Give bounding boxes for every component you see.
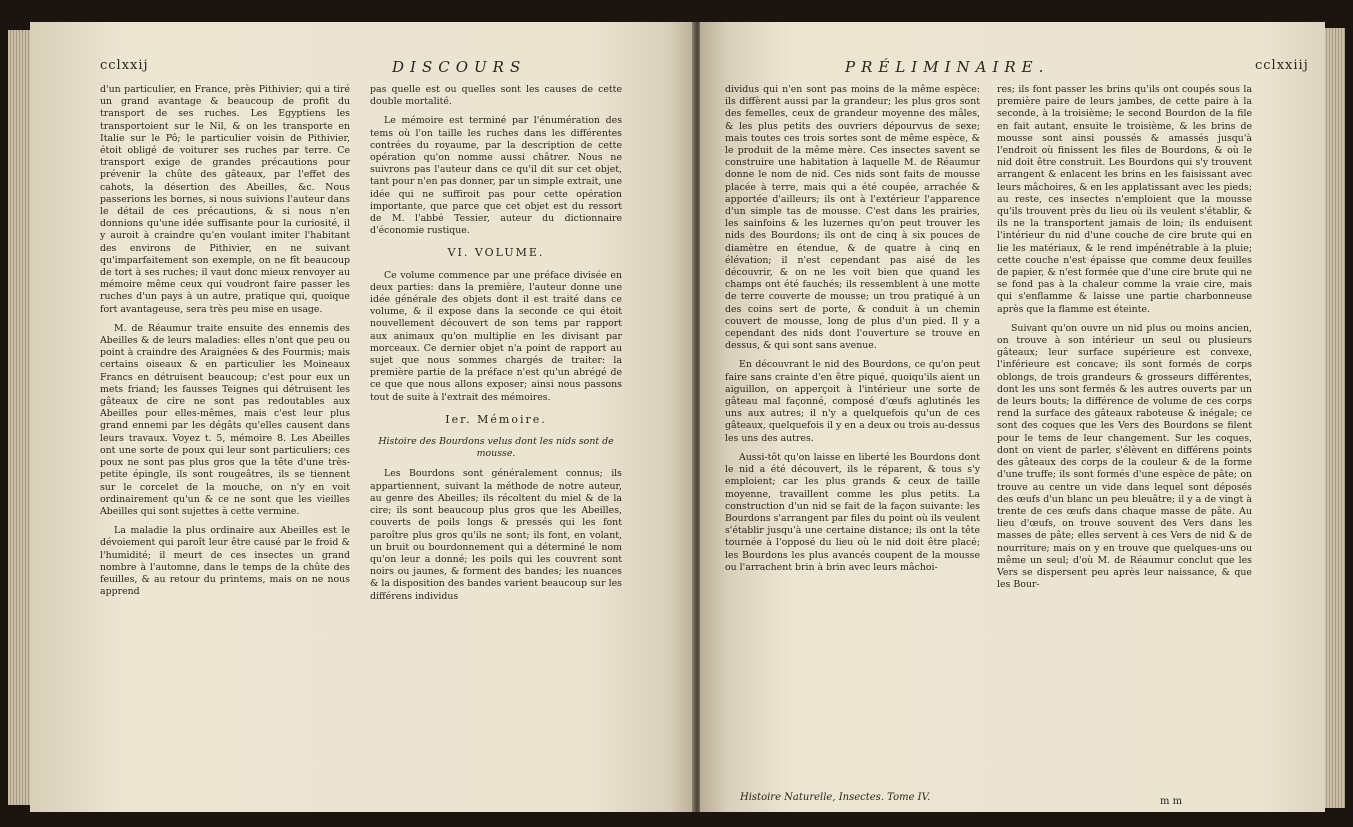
right-column-2 — [997, 84, 1252, 598]
right-page-number: cclxxiij — [1255, 58, 1309, 73]
paragraph: En découvrant le nid des Bourdons, ce qu'on peut faire sans crainte d'en être piqué, quoiqu'ils aient un aiguillon, on apperçoit à l'intérieur une sorte de gâteau mal façonné, composé d'œufs aglutinés les uns aux autres; il n'y a quelquefois qu'un de ces gâteaux, quelquefois il y en a deux ou trois au-dessus les uns des autres. — [725, 359, 980, 444]
signature-mark: m m — [1160, 796, 1183, 807]
paragraph: M. de Réaumur traite ensuite des ennemis des Abeilles & de leurs maladies: elles n'ont que peu ou point à craindre des Araignées & des Fourmis; mais certains oiseaux & en particulier les Moineaux Francs en détruisent beaucoup; c'est pour eux un mets friand; les fausses Teignes qui détruisent les gâteaux de cire ne sont pas redoutables aux Abeilles pour elles-mêmes, mais c'est leur plus grand ennemi par les dégâts qu'elles causent dans leurs travaux. Voyez t. 5, mémoire 8. Les Abeilles ont une sorte de poux qui leur sont particuliers; ces poux ne sont pas plus gros que la tête d'une très-petite épingle, ils sont rougeâtres, ils se tiennent sur le corcelet de la mouche, on n'y en voit ordinairement qu'un & ce ne sont que les vieilles Abeilles qui sont sujettes à cette vermine. — [100, 322, 350, 517]
paragraph: res; ils font passer les brins qu'ils ont coupés sous la première paire de leurs jambes, de cette paire à la seconde, à la troisième; le second Bourdon de la file en fait autant, ensuite le troisième, & les brins de mousse sont ainsi poussés & amassés jusqu'à l'endroit où finissent les files de Bourdons, & où le nid doit être construit. Les Bourdons qui s'y trouvent arrangent & enlacent les brins en les faisissant avec leurs mâchoires, & en les applatissant avec les pieds; au reste, ces insectes n'emploient que la mousse qu'ils trouvent près du lieu où ils veulent s'établir, & ils ne la transportent jamais de loin; ils enduisent l'intérieur du nid d'une couche de cire brute qui en lie les matériaux, & le rend impénétrable à la pluie; cette couche n'est épaisse que comme deux feuilles de papier, & n'est formée que d'une cire brute qui ne se fond pas à la chaleur comme la vraie cire, mais qui s'enflamme & laisse une partie charbonneuse après que la flamme est éteinte. — [997, 84, 1252, 315]
paragraph: Suivant qu'on ouvre un nid plus ou moins ancien, on trouve à son intérieur un seul ou plusieurs gâteaux; leur surface supérieure est convexe, l'inférieure est concave; ils sont formés de corps oblongs, de trois grandeurs & grosseurs différentes, dont les uns sont fermés & les autres ouverts par un de leurs bouts; la différence de volume de ces corps rend la surface des gâteaux raboteuse & inégale; ce sont des coques que les Vers des Bourdons se filent pour le tems de leur changement. Sur les coques, dont on vient de parler, s'élèvent en différens points des gâteaux des corps de la couleur & de la forme d'une truffe; ils sont formés d'une espèce de pâte; on trouve au centre un vide dans lequel sont déposés des œufs d'un blanc un peu bleuâtre; il y a de vingt à trente de ces œufs dans chaque masse de pâte. Au lieu d'œufs, on trouve souvent des Vers dans les masses de pâte; elles servent à ces Vers de nid & de nourriture; mais on y en trouve que quelques-uns ou même un seul; d'où M. de Réaumur conclut que les Vers se dispersent peu après leur naissance, & que les Bour- — [997, 322, 1252, 591]
left-page-number: cclxxij — [100, 58, 149, 73]
right-page — [700, 22, 1325, 812]
right-column-1 — [725, 84, 980, 581]
paragraph: Aussi-tôt qu'on laisse en liberté les Bourdons dont le nid a été découvert, ils le réparent, & tous s'y emploient; car les plus grands & ceux de taille moyenne, travaillent comme les plus petits. La construction d'un nid se fait de la façon suivante: les Bourdons s'arrangent par files du point où ils veulent s'établir jusqu'à une certaine distance; ils ont la tête tournée à l'opposé du lieu où le nid doit être placé; les Bourdons les plus avancés coupent de la mousse ou l'arrachent brin à brin avec leurs mâchoi- — [725, 451, 980, 573]
left-page-edges — [8, 30, 32, 805]
section-heading: VI. VOLUME. — [447, 246, 545, 260]
paragraph: La maladie la plus ordinaire aux Abeilles est le dévoiement qui paroît leur être causé par le froid & l'humidité; il meurt de ces insectes un grand nombre à l'automne, dans le temps de la chûte des feuilles, & au retour du printems, mais on ne nous apprend — [100, 525, 350, 598]
memoire-heading: Ier. Mémoire. — [445, 412, 547, 426]
left-column-2 — [370, 84, 622, 610]
paragraph: Le mémoire est terminé par l'énumération des tems où l'on taille les ruches dans les différentes contrées du royaume, par la description de cette opération qu'on nomme aussi châtrer. Nous ne suivrons pas l'auteur dans ce qu'il dit sur cet objet, tant pour n'en pas donner, par un simple extrait, une idée qui ne suffiroit pas pour cette opération importante, que parce que cet objet est du ressort de M. l'abbé Tessier, auteur du dictionnaire d'économie rustique. — [370, 115, 622, 237]
paragraph: d'un particulier, en France, près Pithivier; qui a tiré un grand avantage & beaucoup de profit du transport de ses ruches. Les Egyptiens les transportoient sur le Nil, & on les transporte en Italie sur le Pô; le particulier voisin de Pithivier, étoit obligé de voiturer ses ruches par terre. Ce transport exige de grandes précautions pour prévenir la chûte des gâteaux, par l'effet des cahots, la désertion des Abeilles, &c. Nous passerions les bornes, si nous suivions l'auteur dans le détail de ces précautions, & si nous n'en donnions qu'une idée suffisante pour la curiosité, il y auroit à craindre qu'en voulant imiter l'habitant des environs de Pithivier, en ne suivant qu'imparfaitement son exemple, on ne fît beaucoup de tort à ses ruches; il vaut donc mieux renvoyer au mémoire même ceux qui voudront faire passer les ruches d'un pays à un autre, pratique qui, quoique fort avantageuse, sera très peu mise en usage. — [100, 84, 350, 315]
paragraph: pas quelle est ou quelles sont les causes de cette double mortalité. — [370, 84, 622, 108]
paragraph: Ce volume commence par une préface divisée en deux parties: dans la première, l'auteur donne une idée générale des objets dont il est traité dans ce volume, & il expose dans la seconde ce qui étoit nouvellement découvert de son tems par rapport aux animaux qu'on multiplie en les divisant par morceaux. Ce dernier objet n'a point de rapport au sujet que nous sommes chargés de traiter: la première partie de la préface n'est qu'un abrégé de ce que que nous allons exposer; ainsi nous passons tout de suite à l'extrait des mémoires. — [370, 269, 622, 403]
left-column-1 — [100, 84, 350, 605]
memoire-title: Histoire des Bourdons velus dont les nids sont de mousse. — [378, 436, 614, 460]
right-page-edges — [1323, 28, 1345, 808]
left-running-title: DISCOURS — [392, 58, 527, 76]
paragraph: Les Bourdons sont généralement connus; ils appartiennent, suivant la méthode de notre auteur, au genre des Abeilles; ils récoltent du miel & de la cire; ils sont beaucoup plus gros que les Abeilles, couverts de poils longs & pressés qui les font paroître plus gros qu'ils ne sont; ils font, en volant, un bruit ou bourdonnement qui a déterminé le nom qu'on leur a donné; les poils qui les couvrent sont noirs ou jaunes, & forment des bandes; les nuances & la disposition des bandes varient beaucoup sur les différens individus — [370, 468, 622, 602]
right-running-title: PRÉLIMINAIRE. — [845, 58, 1050, 76]
left-page — [30, 22, 696, 812]
paragraph: dividus qui n'en sont pas moins de la même espèce: ils diffèrent aussi par la grandeur; les plus gros sont des femelles, ceux de grandeur moyenne des mâles, & les plus petits des ouvriers dépourvus de sexe; mais toutes ces trois sortes sont de même espèce, & le produit de la même mère. Ces insectes savent se construire une habitation à laquelle M. de Réaumur donne le nom de nid. Ces nids sont faits de mousse placée à terre, mais qui a été coupée, arrachée & apportée d'ailleurs; ils ont à l'extérieur l'apparence d'un simple tas de mousse. C'est dans les prairies, les sainfoins & les luzernes qu'on peut trouver les nids des Bourdons; ils ont de cinq à six pouces de diamètre en étendue, & de quatre à cinq en élévation; il n'est cependant pas aisé de les découvrir, & on ne les voit bien que quand les champs ont été fauchés; ils ressemblent à une motte de terre couverte de mousse; un trou pratiqué à un des coins sert de porte, & conduit à un chemin couvert de mousse, long de plus d'un pied. Il y a cependant des nids dont l'ouverture se trouve en dessus, & qui sont sans avenue. — [725, 84, 980, 352]
footer-title: Histoire Naturelle, Insectes. Tome IV. — [740, 792, 931, 803]
